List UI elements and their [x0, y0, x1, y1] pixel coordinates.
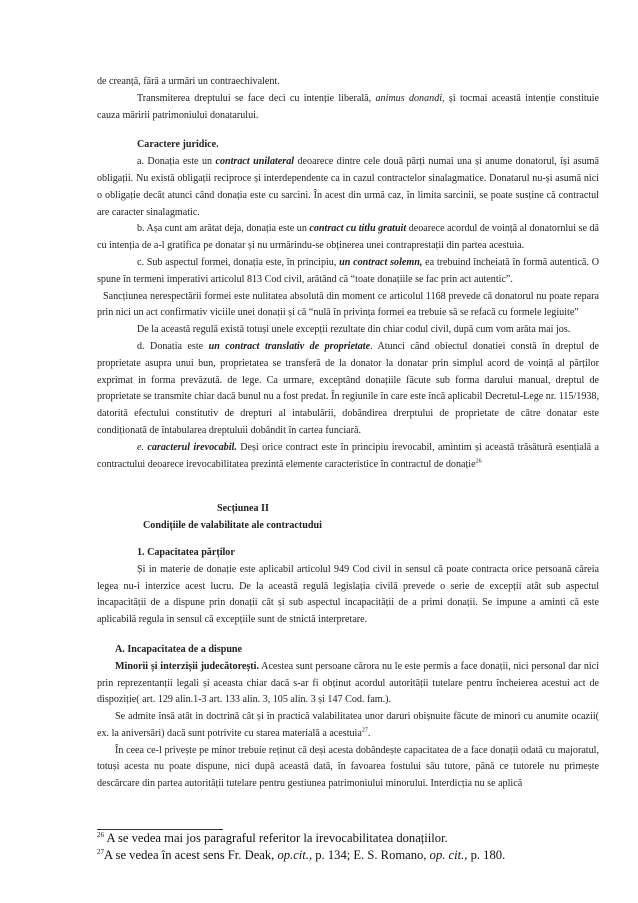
spacer [97, 124, 599, 137]
heading-capacitatea-partilor: 1. Capacitatea părților [137, 546, 235, 558]
emphasis-term: un contract solemn, [339, 256, 423, 268]
footnote-ref-26: 26 [475, 458, 482, 465]
document-body [97, 74, 599, 793]
paragraph-exceptii: De la această regulă există totuși unele excepții rezultate din chiar codul civil, după cum vom arăta mai jos. [137, 324, 571, 336]
paragraph-titlu-gratuit: b. Așa cunt am arătat deja, donația este un contract cu titlu gratuit deoarece acordul de voință al donatornlui se dă cu intenția de a-l gratifica pe donatar și nu urmărindu-se obținerea unei contraprestații din partea acestuia. [97, 223, 600, 252]
spacer [97, 535, 599, 545]
footnote-26: $^{26}$ A se vedea mai jos paragraful referitor la irevocabilitatea donațiilor. [97, 830, 448, 845]
emphasis-term: un contract translativ de proprietate [208, 340, 371, 352]
emphasis-term: contract unilateral [215, 156, 295, 168]
paragraph-capacitate: Și in materie de donație este aplicabil articolul 949 Cod civil in sensul că poate contracta orice persoană căreia legea nu-i interzice acest lucru. De la această regulă legislația civilă prevede o serie de excepții atât sub aspectul incapacității de a dispune prin donații cât și sub aspectul incapacității de a primi donații. Se impune a aminti că este aplicabilă regula in sensul că excepțiile sunt de stnictă interpretare. [97, 563, 599, 626]
paragraph-minor-tutore: În ceea ce-l privește pe minor trebuie reținut că deși acesta dobândește capacitatea de a face donații odată cu majoratul, totuși acesta nu poate dispune, nici după această dată, în favoarea fostului său tutore, până ce tutorele nu primește descărcare din partea autorității tutelare pentru gestiunea patrimoniului minorului. Interdicția nu se aplică [97, 744, 599, 790]
footnotes [97, 830, 607, 864]
paragraph-solemn: c. Sub aspectul formei, donația este, în principiu, un contract solemn, ea trebuind încheiată în formă autentică. O spune în termeni imperativi articolul 813 Cod civil, arătând că “toate donațiile se fac prin act autentic”. [97, 256, 599, 285]
paragraph-transfer: Transmiterea dreptului se face deci cu intenție liberală, animus donandi, și tocmai această intenție constituie cauza măririi patrimoniului donatarului. [97, 92, 600, 121]
paragraph-translativ: d. Donatia este un contract translativ de proprietate. Atunci când obiectul donatiei constă în dreptul de proprietate asupra unui bun, proprietatea se transferă de la donator la donatar prin simplul acord de voință al părților exprimat in forma prevăzută. de lege. Ca urmare, exceptând donațiile făcute sub forma darului manual, dreptul de proprietate se transmite chiar dacă bunul nu a fost predat. În regiunile în care este încă aplicabil Decretul-Lege nr. 115/1938, datorită efectului constitutiv de drepturi al intabulării, dobândirea drerptului de proprietate de către donatar este condiționată de întabularea dreptuluii dobândit în cartea funciară. [97, 340, 599, 436]
latin-term: animus donandi, [375, 92, 445, 104]
heading-caractere-juridice: Caractere juridice. [137, 139, 219, 151]
footnote-27: $^{27}$A se vedea în acest sens Fr. Deak, op.cit., p. 134; E. S. Romano, op. cit., p. 180. [97, 847, 506, 862]
heading-incapacitatea: A. Incapacitatea de a dispune [115, 643, 243, 655]
spacer [97, 473, 599, 501]
emphasis-term: caracterul irevocabil. [147, 441, 237, 453]
paragraph-sanctiune: Sancțiunea nerespectării formei este nulitatea absolută din moment ce articolul 1168 prevede că donatorul nu poate repara prin nici un act confirmativ viciile unei donații și că “nulă în privința formei ea trebuie să se refacă cu formele legiuite” [97, 290, 599, 319]
section-title: Secțiunea II [217, 503, 269, 515]
paragraph-unilateral: a. Donația este un contract unilateral deoarece dintre cele două părți numai una și anume donatorul, își asumă obligații. Nu există obligații reciproce și interdependente ca in cazul contractelor sinalagmatice. Donatarul nu-și asumă nici o obligație decât atunci când donația este cu sarcini. În acest din urmă caz, în limita sarcinii, se poate susține că contractul are caracter sinalagmatic. [97, 156, 600, 218]
emphasis-term: Minorii și interzișii judecătorești. [115, 660, 259, 672]
emphasis-term: contract cu titlu gratuit [309, 223, 407, 235]
footnote-ref-27: 27 [361, 727, 368, 734]
spacer [97, 629, 599, 642]
paragraph-minori: Minorii și interzișii judecătorești. Acestea sunt persoane cărora nu le este permis a face donații, nici personal dar nici prin reprezentanții legali și aceasta chiar dacă s-ar fi obținut acordul autorității tutelare pentru încheierea acestui act de dispoziție( art. 129 alin.1-3 art. 133 alin. 3, 105 alin. 3 și 147 Cod. fam.). [97, 660, 600, 706]
section-subtitle: Condițiile de valabilitate ale contractudui [143, 520, 322, 532]
paragraph-irevocabil: e. caracterul irevocabil. Deși orice contract este în principiu irevocabil, amintim și această trăsătură esențială a contractului deoarece irevocabilitatea prezintă elemente caracteristice în contractul de donație$^{26}$ [97, 441, 599, 470]
paragraph-admite: Se admite însă atât in doctrină cât și în practică valabilitatea unor daruri obișnuite făcute de minori cu anumite ocazii( ex. la aniversări) dacă sunt potrivite cu starea materială a acestuia$^{27}$. [97, 711, 599, 739]
paragraph-intro: de creanță, fără a urmări un contraechivalent. [97, 76, 280, 87]
